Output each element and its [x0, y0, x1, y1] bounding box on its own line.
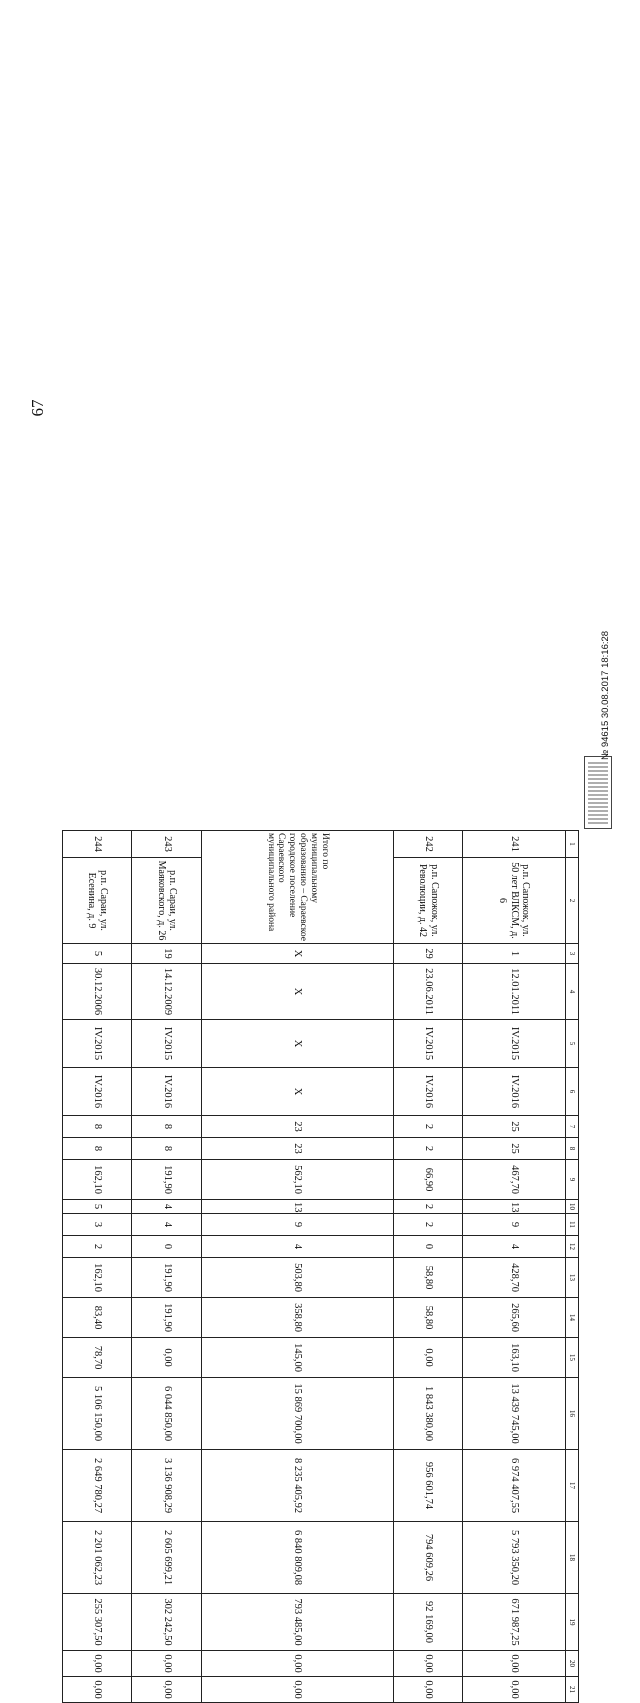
table-cell: 2	[394, 1214, 463, 1236]
table-cell: 9	[201, 1214, 393, 1236]
table-cell: 23	[201, 1116, 393, 1138]
table-cell: 19	[132, 944, 201, 964]
table-cell: X	[201, 1068, 393, 1116]
table-row	[463, 831, 566, 1703]
table-cell: 503,80	[201, 1258, 393, 1298]
table-cell: 8	[63, 1116, 132, 1138]
table-cell: 6 044 850,00	[132, 1378, 201, 1450]
table-cell: 6 974 407,55	[463, 1450, 566, 1522]
table-cell: 13	[201, 1200, 393, 1214]
table-cell: X	[201, 1020, 393, 1068]
table-cell: IV.2015	[394, 1020, 463, 1068]
table-cell: 793 485,00	[201, 1594, 393, 1651]
column-number: 19	[566, 1594, 579, 1651]
table-cell: 3	[63, 1214, 132, 1236]
table-cell: 3 136 908,29	[132, 1450, 201, 1522]
table-cell: 2 649 780,27	[63, 1450, 132, 1522]
table-cell: 12.01.2011	[463, 964, 566, 1020]
table-cell: 4	[463, 1236, 566, 1258]
table-cell: 4	[201, 1236, 393, 1258]
table-cell: 145,00	[201, 1338, 393, 1378]
column-number: 20	[566, 1651, 579, 1677]
table-cell: 13	[463, 1200, 566, 1214]
table-cell: 358,80	[201, 1298, 393, 1338]
column-number: 16	[566, 1378, 579, 1450]
column-number: 21	[566, 1677, 579, 1703]
table-cell: 0,00	[463, 1651, 566, 1677]
address-cell: р.п. Сараи, ул. Есенина, д. 9	[63, 858, 132, 944]
table-cell: 191,90	[132, 1160, 201, 1200]
address-cell: р.п. Сараи, ул. Маяковского, д. 26	[132, 858, 201, 944]
table-cell: 8	[132, 1116, 201, 1138]
column-number: 13	[566, 1258, 579, 1298]
column-number: 3	[566, 944, 579, 964]
table-cell: 0,00	[394, 1677, 463, 1703]
table-cell: 671 987,25	[463, 1594, 566, 1651]
column-number: 11	[566, 1214, 579, 1236]
table-cell: 66,90	[394, 1160, 463, 1200]
address-cell: р.п. Сапожок, ул. 50 лет ВЛКСМ, д. 6	[463, 858, 566, 944]
table-cell: IV.2016	[394, 1068, 463, 1116]
table-cell: 0	[132, 1236, 201, 1258]
column-number: 17	[566, 1450, 579, 1522]
table-cell: IV.2016	[132, 1068, 201, 1116]
table-cell: 255 307,50	[63, 1594, 132, 1651]
row-number: 242	[394, 831, 463, 858]
table-cell: 265,60	[463, 1298, 566, 1338]
table-cell: 8	[132, 1138, 201, 1160]
column-number: 9	[566, 1160, 579, 1200]
table-cell: 1 843 380,00	[394, 1378, 463, 1450]
table-cell: IV.2016	[463, 1068, 566, 1116]
table-cell: 0,00	[463, 1677, 566, 1703]
table-cell: 794 609,26	[394, 1522, 463, 1594]
table-cell: 467,70	[463, 1160, 566, 1200]
table-cell: 956 601,74	[394, 1450, 463, 1522]
table-cell: 8	[63, 1138, 132, 1160]
table-cell: IV.2016	[63, 1068, 132, 1116]
total-row	[201, 831, 393, 1703]
column-number: 7	[566, 1116, 579, 1138]
table-row	[132, 831, 201, 1703]
document-footer: № 94615 30.08.2017 18:16:28	[600, 630, 611, 760]
table-cell: 25	[463, 1138, 566, 1160]
table-cell: 162,10	[63, 1258, 132, 1298]
column-number: 15	[566, 1338, 579, 1378]
table-cell: 9	[463, 1214, 566, 1236]
row-number: 244	[63, 831, 132, 858]
column-number: 4	[566, 964, 579, 1020]
table-row	[394, 831, 463, 1703]
table-cell: 58,80	[394, 1258, 463, 1298]
table-cell: 162,10	[63, 1160, 132, 1200]
table-cell: X	[201, 944, 393, 964]
table-cell: 5 793 350,20	[463, 1522, 566, 1594]
table-cell: 0,00	[394, 1651, 463, 1677]
table-cell: 58,80	[394, 1298, 463, 1338]
table-cell: 2	[394, 1138, 463, 1160]
table-cell: 2 605 699,21	[132, 1522, 201, 1594]
table-cell: 30.12.2006	[63, 964, 132, 1020]
column-number: 8	[566, 1138, 579, 1160]
table-cell: IV.2015	[132, 1020, 201, 1068]
table-cell: 0,00	[63, 1651, 132, 1677]
table-cell: 0,00	[132, 1338, 201, 1378]
table-cell: 5	[63, 944, 132, 964]
table-cell: 2 201 062,23	[63, 1522, 132, 1594]
row-number: 243	[132, 831, 201, 858]
table-cell: X	[201, 964, 393, 1020]
table-cell: IV.2015	[463, 1020, 566, 1068]
table-cell: 0,00	[201, 1677, 393, 1703]
table-cell: 562,10	[201, 1160, 393, 1200]
column-number: 14	[566, 1298, 579, 1338]
table-cell: 4	[132, 1214, 201, 1236]
column-number-row	[566, 831, 579, 1703]
table-cell: 23.06.2011	[394, 964, 463, 1020]
table-cell: 5 106 150,00	[63, 1378, 132, 1450]
table-cell: 0	[394, 1236, 463, 1258]
table-cell: 0,00	[132, 1677, 201, 1703]
table-cell: 6 840 809,08	[201, 1522, 393, 1594]
row-number: 241	[463, 831, 566, 858]
column-number: 2	[566, 858, 579, 944]
table-cell: 0,00	[132, 1651, 201, 1677]
table-cell: 2	[394, 1200, 463, 1214]
table-cell: 0,00	[394, 1338, 463, 1378]
table-cell: 8 235 405,92	[201, 1450, 393, 1522]
table-cell: 302 242,50	[132, 1594, 201, 1651]
column-number: 1	[566, 831, 579, 858]
table-row	[63, 831, 132, 1703]
table-cell: 83,40	[63, 1298, 132, 1338]
address-cell: р.п. Сапожок, ул. Революции, д. 42	[394, 858, 463, 944]
table-cell: 15 869 700,00	[201, 1378, 393, 1450]
table-cell: 14.12.2009	[132, 964, 201, 1020]
table-cell: IV.2015	[63, 1020, 132, 1068]
barcode-stamp	[584, 756, 612, 829]
table-cell: 25	[463, 1116, 566, 1138]
column-number: 12	[566, 1236, 579, 1258]
table-cell: 2	[63, 1236, 132, 1258]
column-number: 5	[566, 1020, 579, 1068]
table-cell: 4	[132, 1200, 201, 1214]
column-number: 18	[566, 1522, 579, 1594]
table-cell: 163,10	[463, 1338, 566, 1378]
table-cell: 23	[201, 1138, 393, 1160]
table-cell: 5	[63, 1200, 132, 1214]
table-cell: 78,70	[63, 1338, 132, 1378]
page-number: 67	[28, 399, 47, 417]
table-cell: 0,00	[63, 1677, 132, 1703]
table-cell: 92 169,00	[394, 1594, 463, 1651]
table-cell: 13 439 745,00	[463, 1378, 566, 1450]
table-cell: 2	[394, 1116, 463, 1138]
table-cell: 428,70	[463, 1258, 566, 1298]
column-number: 6	[566, 1068, 579, 1116]
housing-register-table	[62, 830, 579, 1703]
table-cell: 191,90	[132, 1258, 201, 1298]
total-label: Итого по муниципальному образованию – Сараевское городское поселение Сараевского муниципального района	[201, 831, 393, 944]
table-cell: 1	[463, 944, 566, 964]
table-cell: 191,90	[132, 1298, 201, 1338]
column-number: 10	[566, 1200, 579, 1214]
table-cell: 29	[394, 944, 463, 964]
rotated-table-area	[62, 18, 579, 1699]
table-cell: 0,00	[201, 1651, 393, 1677]
